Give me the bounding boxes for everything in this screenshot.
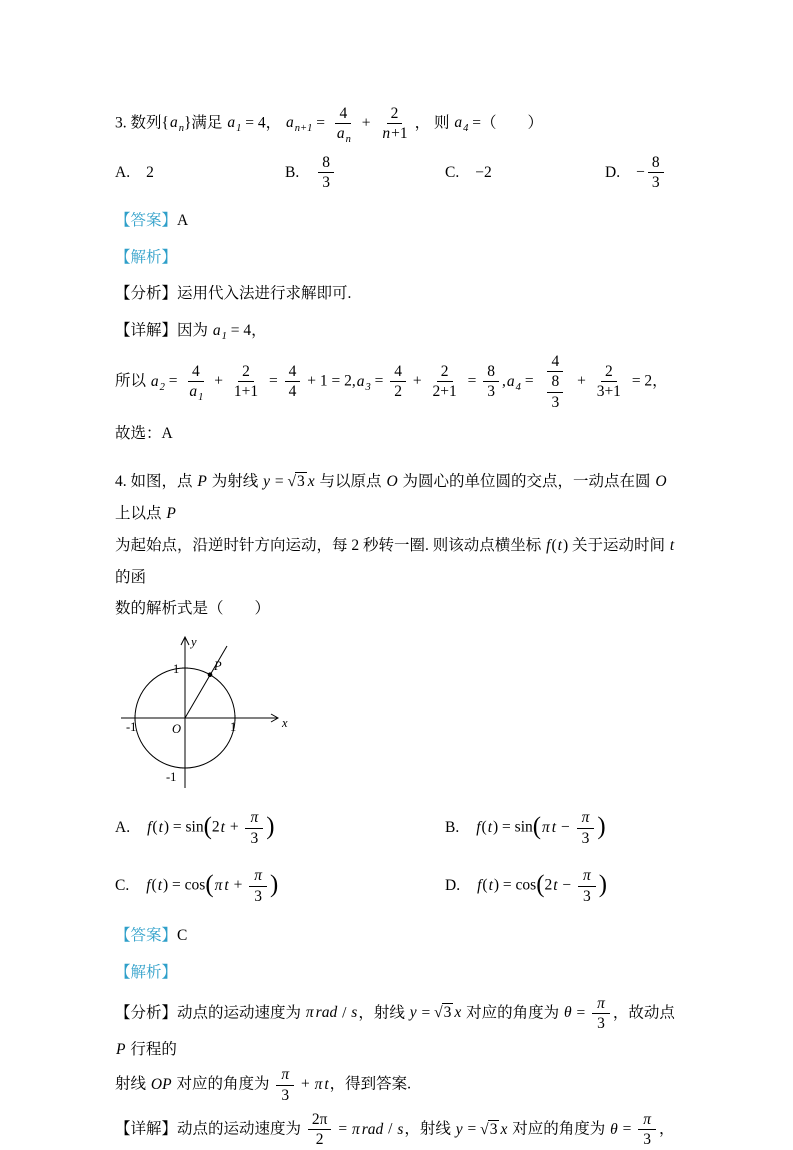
math-text: ) = cos bbox=[163, 876, 206, 894]
math-text: ，故动点 bbox=[612, 1004, 675, 1022]
math-text: 3. 数列 bbox=[115, 114, 162, 132]
math-sub: $a_1$ bbox=[227, 114, 242, 135]
math-text: 3 bbox=[254, 887, 262, 905]
math-text: 3 bbox=[250, 829, 259, 847]
math-text: 与以原点 bbox=[315, 473, 386, 491]
math-var: π bbox=[643, 1111, 651, 1129]
math-text: = bbox=[618, 1120, 636, 1138]
math-text: 3 bbox=[597, 1015, 605, 1033]
q4-unit-circle-diagram bbox=[117, 630, 685, 797]
math-sub: $a_4$ bbox=[506, 372, 521, 393]
math-var: s bbox=[397, 1120, 404, 1138]
math-text: 行程的 bbox=[126, 1040, 177, 1058]
math-text: 8 bbox=[551, 373, 560, 391]
math-fraction bbox=[540, 352, 570, 412]
math-var: f bbox=[147, 818, 152, 836]
math-text: 2 bbox=[390, 105, 399, 122]
math-var: rad bbox=[361, 1120, 384, 1138]
math-text: + bbox=[297, 1075, 314, 1093]
math-text: = bbox=[265, 372, 282, 390]
math-var: OP bbox=[150, 1075, 172, 1093]
math-text: 【详解】动点的运动速度为 bbox=[115, 1120, 305, 1138]
q4-option-a bbox=[115, 807, 445, 849]
math-text: ，射线 bbox=[404, 1120, 455, 1138]
math-text: = bbox=[164, 372, 182, 390]
math-var: f bbox=[477, 876, 482, 894]
math-text: = bbox=[312, 114, 329, 132]
math-text: 对应的角度为 bbox=[172, 1075, 274, 1093]
math-var: x bbox=[500, 1120, 508, 1138]
math-fraction bbox=[184, 362, 207, 402]
math-var: π bbox=[583, 867, 591, 885]
math-text: −2 bbox=[475, 163, 492, 181]
math-var: f bbox=[146, 876, 151, 894]
math-fraction bbox=[308, 1110, 332, 1150]
math-text: 为圆心的单位圆的交点，一动点在圆 bbox=[398, 473, 655, 491]
math-text: 3 bbox=[489, 1120, 498, 1138]
math-text: 射线 bbox=[115, 1075, 150, 1093]
math-var: π bbox=[542, 818, 550, 836]
q3-jiexi-line bbox=[115, 241, 685, 274]
q3-option-c bbox=[445, 152, 605, 194]
math-text: 所以 bbox=[115, 372, 150, 390]
math-var: θ bbox=[610, 1120, 618, 1138]
math-fraction bbox=[592, 994, 610, 1034]
math-text: 3+1 bbox=[596, 383, 621, 401]
math-var: n bbox=[382, 125, 391, 143]
math-text: 数的解析式是（ ） bbox=[115, 600, 271, 618]
math-fraction bbox=[483, 362, 499, 402]
math-text: 为射线 bbox=[207, 473, 263, 491]
math-var: t bbox=[487, 818, 493, 836]
math-text: = bbox=[463, 1120, 481, 1138]
math-text: 3 bbox=[281, 1086, 290, 1104]
question-4-block bbox=[115, 466, 685, 1149]
math-fraction bbox=[390, 362, 406, 402]
math-fraction bbox=[249, 866, 267, 906]
math-text: 3 bbox=[297, 473, 305, 491]
math-text: ，射线 bbox=[358, 1004, 409, 1022]
math-text: 【分析】运用代入法进行求解即可. bbox=[115, 285, 352, 303]
math-fraction bbox=[547, 372, 563, 412]
math-text: 2π bbox=[311, 1111, 328, 1129]
math-var: t bbox=[224, 876, 229, 894]
math-text: ) = cos bbox=[493, 876, 537, 894]
math-text: 【详解】因为 bbox=[115, 322, 212, 340]
math-text: 4 bbox=[551, 352, 560, 370]
math-text: / bbox=[338, 1004, 351, 1022]
math-sub: $a_2$ bbox=[150, 372, 165, 393]
math-text: 4 bbox=[288, 383, 297, 401]
q4-answer-value: C bbox=[177, 927, 188, 945]
q4-option-d-label: D. bbox=[445, 877, 461, 895]
math-paren: ( bbox=[205, 870, 214, 898]
math-var: t bbox=[669, 536, 675, 554]
math-fraction bbox=[578, 866, 596, 906]
math-var: P bbox=[197, 473, 207, 491]
y-tick-neg1-label: -1 bbox=[166, 770, 177, 785]
math-text: 8 bbox=[651, 153, 660, 171]
math-text: 对应的角度为 bbox=[462, 1004, 564, 1022]
math-text: ( bbox=[551, 536, 557, 554]
q4-option-a-value bbox=[146, 808, 274, 848]
math-fraction bbox=[332, 104, 355, 144]
section-spacer bbox=[115, 454, 685, 466]
math-text: 3 bbox=[322, 174, 330, 192]
math-text: 4. 如图，点 bbox=[115, 473, 197, 491]
math-sub: $a_n$ bbox=[169, 114, 184, 135]
math-text: 【分析】动点的运动速度为 bbox=[115, 1004, 305, 1022]
math-text: 2 bbox=[242, 363, 250, 381]
q3-answer-line bbox=[115, 204, 685, 237]
math-fraction bbox=[429, 362, 461, 402]
math-fraction bbox=[285, 362, 301, 402]
q4-xiangjie bbox=[115, 1110, 685, 1150]
math-text: 4 bbox=[192, 363, 200, 381]
math-text: 关于运动时间 bbox=[568, 536, 669, 554]
q3-answer-value: A bbox=[177, 211, 189, 229]
math-var: π bbox=[214, 876, 223, 894]
q3-option-a-label: A. bbox=[115, 163, 131, 181]
math-text: = 2， bbox=[627, 372, 668, 390]
math-sub: $a_n$ bbox=[336, 125, 351, 146]
math-text: + bbox=[229, 876, 247, 894]
q4-jiexi-label: 【解析】 bbox=[115, 964, 178, 982]
ray-op bbox=[185, 646, 227, 718]
q4-answer-line bbox=[115, 919, 685, 952]
math-var: t bbox=[220, 818, 225, 836]
math-text: = bbox=[572, 1004, 590, 1022]
math-text: + bbox=[210, 372, 227, 390]
math-var: θ bbox=[564, 1004, 572, 1022]
math-var: t bbox=[157, 876, 163, 894]
math-text: 4 bbox=[394, 363, 403, 381]
x-tick-neg1-label: -1 bbox=[126, 720, 137, 735]
math-text: = 4， bbox=[226, 322, 267, 340]
q3-option-a bbox=[115, 152, 285, 194]
math-text: + bbox=[573, 372, 590, 390]
question-3-block bbox=[115, 104, 685, 450]
math-var: t bbox=[488, 876, 493, 894]
math-text: ( bbox=[151, 876, 157, 894]
q3-jiexi-label: 【解析】 bbox=[115, 249, 178, 267]
math-paren: ) bbox=[269, 870, 279, 898]
math-text: 3 bbox=[583, 887, 591, 905]
math-text: 2 bbox=[440, 363, 449, 381]
math-text: = 4， bbox=[241, 114, 285, 132]
q4-option-c-value bbox=[145, 866, 278, 906]
math-var: π bbox=[305, 1004, 314, 1022]
q3-suoyi bbox=[115, 352, 685, 412]
math-text: +1 bbox=[391, 125, 408, 143]
math-paren: ( bbox=[532, 812, 542, 840]
q3-option-d-label: D. bbox=[605, 163, 621, 181]
q3-option-c-value bbox=[475, 164, 492, 182]
math-var: x bbox=[307, 473, 315, 491]
math-text: =（ ） bbox=[468, 114, 544, 132]
math-text: { bbox=[161, 114, 169, 132]
x-tick-1-label: 1 bbox=[230, 720, 237, 735]
math-text: 3 bbox=[443, 1004, 452, 1022]
math-text: 3 bbox=[643, 1131, 651, 1149]
math-text: / bbox=[384, 1120, 397, 1138]
q4-fenxi bbox=[115, 994, 685, 1105]
math-text: 3 bbox=[581, 829, 590, 847]
math-var: y bbox=[455, 1120, 463, 1138]
math-fraction bbox=[318, 153, 334, 193]
math-text: 8 bbox=[322, 153, 330, 171]
math-var: t bbox=[553, 876, 558, 894]
q4-option-c bbox=[115, 865, 445, 907]
math-var: y bbox=[409, 1004, 417, 1022]
math-text: 2 bbox=[146, 163, 154, 181]
math-text: 3 bbox=[551, 393, 560, 411]
math-text: + 1 = 2, bbox=[303, 372, 356, 390]
math-sqrt: √ 3 bbox=[287, 473, 305, 491]
q4-option-d bbox=[445, 865, 685, 907]
math-var: f bbox=[476, 818, 481, 836]
q3-conclusion: 故选：A bbox=[115, 425, 173, 443]
math-text: ( bbox=[152, 818, 158, 836]
math-fraction bbox=[648, 153, 664, 193]
q3-option-d bbox=[605, 152, 685, 194]
math-sub: $a_{n+1}$ bbox=[285, 114, 313, 135]
math-text: 2 bbox=[604, 363, 613, 381]
math-text: = bbox=[334, 1120, 351, 1138]
math-text: 上以点 bbox=[115, 505, 166, 523]
math-text: = bbox=[463, 372, 481, 390]
math-fraction bbox=[230, 362, 262, 402]
q4-jiexi-line bbox=[115, 956, 685, 989]
q4-option-b-label: B. bbox=[445, 819, 460, 837]
math-fraction bbox=[593, 362, 625, 402]
math-text: 4 bbox=[339, 105, 348, 122]
math-paren: ) bbox=[598, 870, 608, 898]
q4-stem bbox=[115, 466, 685, 625]
math-text: ) = sin bbox=[493, 818, 533, 836]
math-text: 对应的角度为 bbox=[508, 1120, 610, 1138]
math-text: }满足 bbox=[183, 114, 227, 132]
math-var: t bbox=[324, 1075, 329, 1093]
math-text: ( bbox=[481, 818, 487, 836]
math-text: 3 bbox=[651, 174, 660, 192]
q3-options bbox=[115, 152, 685, 194]
math-text: 8 bbox=[487, 363, 496, 381]
math-var: π bbox=[281, 1066, 290, 1084]
math-paren: ( bbox=[203, 812, 212, 840]
math-var: π bbox=[581, 809, 590, 827]
math-paren: ) bbox=[597, 812, 606, 840]
math-text: 1+1 bbox=[233, 383, 259, 401]
math-fraction bbox=[245, 808, 263, 848]
math-text: 的函 bbox=[115, 568, 147, 586]
math-text: = bbox=[370, 372, 388, 390]
math-text: ( bbox=[482, 876, 488, 894]
math-text: 4 bbox=[288, 363, 297, 381]
math-text: 3 bbox=[487, 383, 496, 401]
math-fraction bbox=[377, 104, 411, 144]
q4-option-b-value bbox=[475, 808, 605, 848]
math-text: + bbox=[409, 372, 426, 390]
math-var: t bbox=[557, 536, 562, 554]
math-sub: $a_1$ bbox=[189, 383, 204, 404]
math-text: 2 bbox=[544, 876, 553, 894]
math-var: π bbox=[314, 1075, 323, 1093]
math-var: π bbox=[250, 809, 259, 827]
math-sqrt: √ 3 bbox=[434, 1004, 452, 1022]
math-var: O bbox=[655, 473, 667, 491]
point-p-dot bbox=[208, 673, 213, 678]
math-sqrt: √ 3 bbox=[480, 1120, 498, 1138]
q3-option-b-label: B. bbox=[285, 163, 300, 181]
y-tick-1-label: 1 bbox=[173, 662, 180, 677]
math-sub: $a_4$ bbox=[454, 114, 469, 135]
math-text: 2 bbox=[211, 818, 220, 836]
q4-option-c-label: C. bbox=[115, 877, 130, 895]
math-paren: ) bbox=[266, 812, 275, 840]
q3-stem bbox=[115, 104, 685, 144]
math-text: 2+1 bbox=[432, 383, 457, 401]
math-text: − bbox=[557, 818, 574, 836]
math-text: = bbox=[417, 1004, 435, 1022]
q4-answer-label: 【答案】 bbox=[115, 927, 178, 945]
math-var: f bbox=[546, 536, 551, 554]
math-var: π bbox=[597, 994, 605, 1012]
q3-answer-label: 【答案】 bbox=[115, 211, 178, 229]
math-text: ，得到答案. bbox=[329, 1075, 412, 1093]
math-paren: ( bbox=[536, 870, 545, 898]
unit-circle-svg bbox=[117, 630, 297, 792]
math-text: 2 bbox=[394, 383, 403, 401]
math-fraction bbox=[638, 1110, 656, 1150]
q3-option-a-value bbox=[146, 164, 154, 182]
origin-label: O bbox=[172, 722, 182, 737]
math-var: π bbox=[254, 867, 262, 885]
math-var: rad bbox=[315, 1004, 338, 1022]
math-text: ， 则 bbox=[414, 114, 454, 132]
math-text: 2 bbox=[315, 1131, 324, 1149]
q3-option-d-value bbox=[636, 153, 667, 193]
math-var: P bbox=[166, 505, 176, 523]
q3-xiangjie bbox=[115, 315, 685, 347]
y-axis-label: y bbox=[191, 635, 197, 650]
math-text: ) bbox=[562, 536, 569, 554]
math-text: 为起始点，沿逆时针方向运动，每 2 秒转一圈. 则该动点横坐标 bbox=[115, 536, 546, 554]
point-p-label: P bbox=[214, 659, 222, 674]
math-var: x bbox=[454, 1004, 462, 1022]
math-var: t bbox=[158, 818, 163, 836]
q4-option-a-label: A. bbox=[115, 819, 131, 837]
math-text: + bbox=[225, 818, 243, 836]
q4-option-d-value bbox=[476, 866, 607, 906]
x-axis-label: x bbox=[282, 716, 288, 731]
math-var: s bbox=[351, 1004, 358, 1022]
q3-option-b bbox=[285, 152, 445, 194]
q4-option-b bbox=[445, 807, 685, 849]
math-var: O bbox=[386, 473, 398, 491]
math-text: = bbox=[520, 372, 538, 390]
math-sub: $a_3$ bbox=[356, 372, 371, 393]
math-fraction bbox=[276, 1065, 294, 1105]
q4-options bbox=[115, 807, 685, 907]
math-fraction bbox=[577, 808, 595, 848]
math-text: ) = sin bbox=[163, 818, 204, 836]
math-var: t bbox=[551, 818, 557, 836]
math-text: ， bbox=[658, 1120, 675, 1138]
math-var: π bbox=[351, 1120, 360, 1138]
q3-option-b-value bbox=[315, 153, 337, 193]
q3-fenxi bbox=[115, 278, 685, 310]
math-text: + bbox=[357, 114, 375, 132]
q3-option-c-label: C. bbox=[445, 163, 460, 181]
math-var: y bbox=[263, 473, 271, 491]
math-text: − bbox=[558, 876, 576, 894]
math-text: = bbox=[271, 473, 288, 491]
math-var: P bbox=[116, 1040, 126, 1058]
math-sub: $a_1$ bbox=[212, 322, 227, 343]
math-text: , bbox=[502, 372, 506, 390]
math-text: − bbox=[636, 163, 645, 181]
